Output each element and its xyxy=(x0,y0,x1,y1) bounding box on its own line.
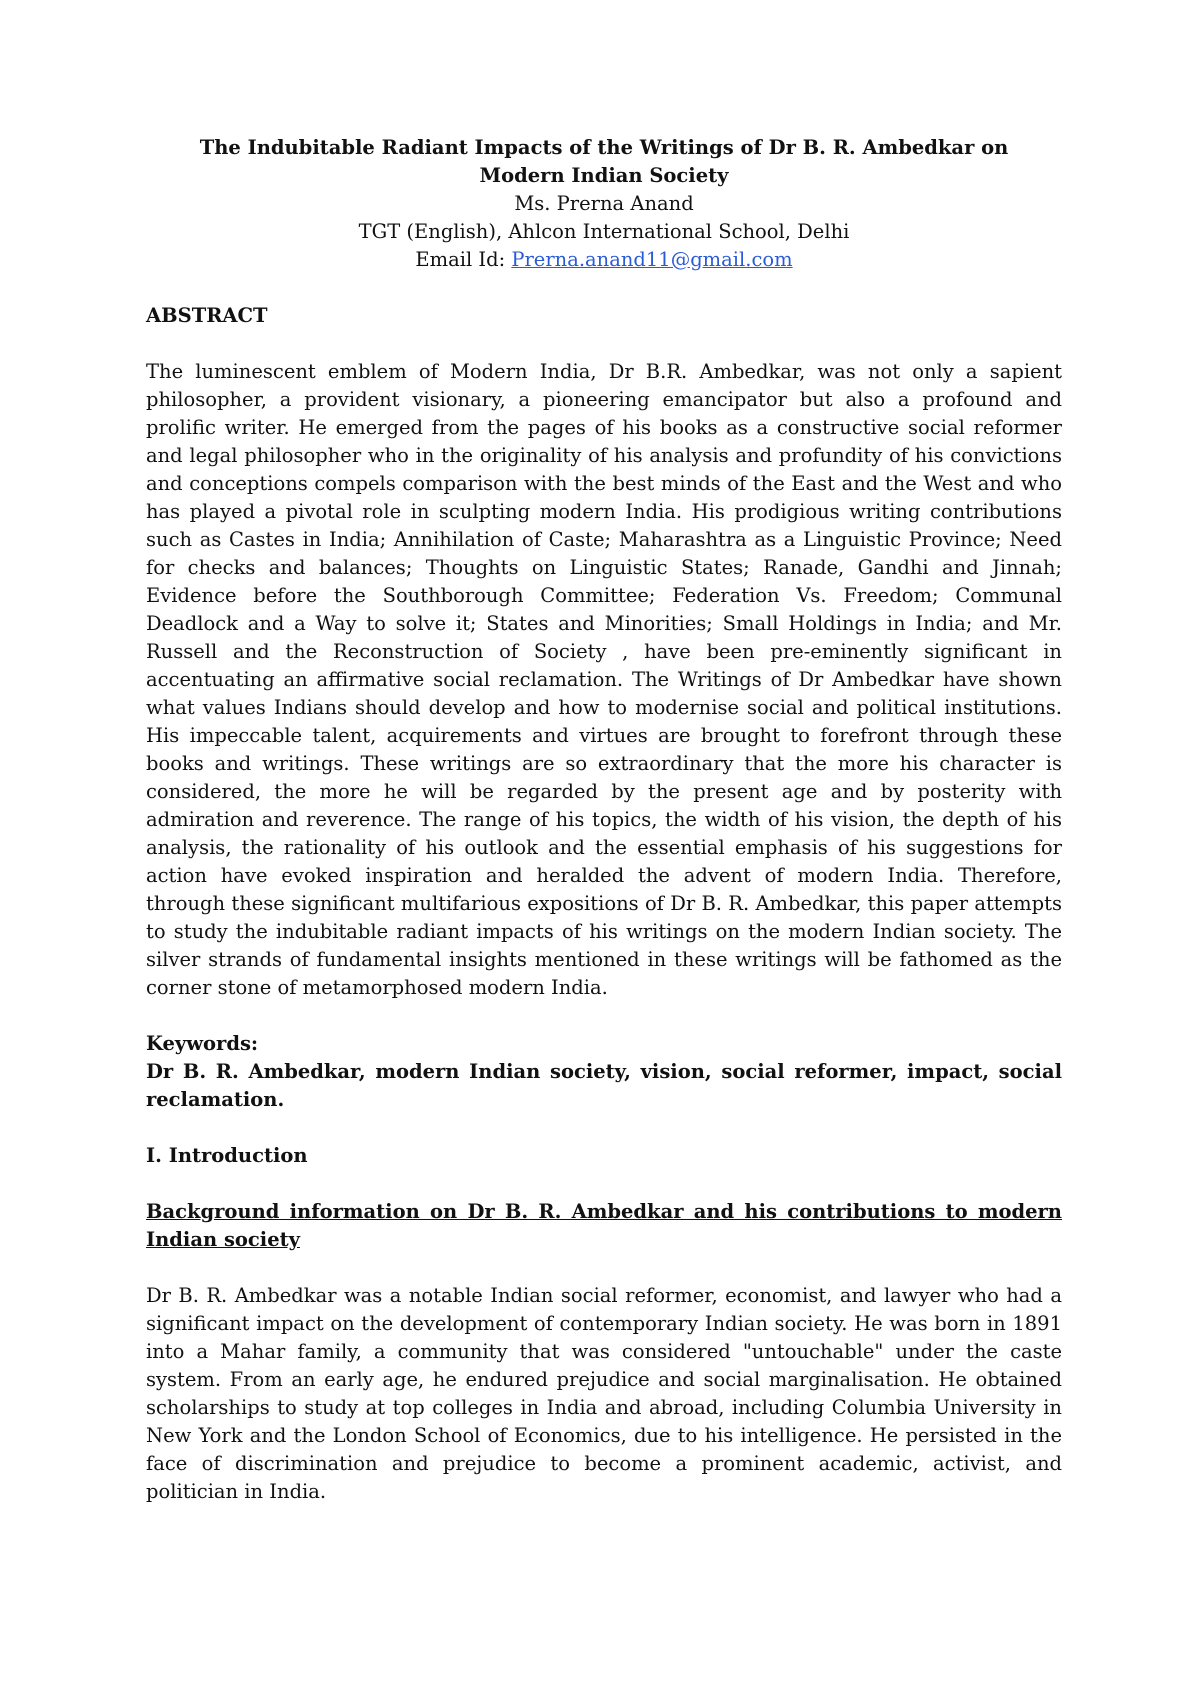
abstract-heading: ABSTRACT xyxy=(146,304,268,327)
author-name: Ms. Prerna Anand xyxy=(514,192,694,215)
spacer xyxy=(146,1002,1062,1030)
spacer xyxy=(146,1254,1062,1282)
spacer xyxy=(146,330,1062,358)
keywords-text: Dr B. R. Ambedkar, modern Indian society, vision, social reformer, impact, social reclamation. xyxy=(146,1060,1062,1111)
introduction-subheading: Background information on Dr B. R. Ambedkar and his contributions to modern Indian society xyxy=(146,1200,1062,1251)
spacer xyxy=(146,274,1062,302)
author-email-line xyxy=(146,246,1062,274)
author-affiliation: TGT (English), Ahlcon International School, Delhi xyxy=(358,220,850,243)
author-block xyxy=(146,190,1062,274)
spacer xyxy=(146,1114,1062,1142)
keywords-heading: Keywords: xyxy=(146,1032,259,1055)
introduction-body: Dr B. R. Ambedkar was a notable Indian social reformer, economist, and lawyer who had a significant impact on the development of contemporary Indian society. He was born in 1891 into a Mahar family, a community that was considered "untouchable" under the caste system. From an early age, he endured prejudice and social marginalisation. He obtained scholarships to study at top colleges in India and abroad, including Columbia University in New York and the London School of Economics, due to his intelligence. He persisted in the face of discrimination and prejudice to become a prominent academic, activist, and politician in India. xyxy=(146,1284,1062,1503)
abstract-body: The luminescent emblem of Modern India, Dr B.R. Ambedkar, was not only a sapient philosopher, a provident visionary, a pioneering emancipator but also a profound and prolific writer. He emerged from the pages of his books as a constructive social reformer and legal philosopher who in the originality of his analysis and profundity of his convictions and conceptions compels comparison with the best minds of the East and the West and who has played a pivotal role in sculpting modern India. His prodigious writing contributions such as Castes in India; Annihilation of Caste; Maharashtra as a Linguistic Province; Need for checks and balances; Thoughts on Linguistic States; Ranade, Gandhi and Jinnah; Evidence before the Southborough Committee; Federation Vs. Freedom; Communal Deadlock and a Way to solve it; States and Minorities; Small Holdings in India; and Mr. Russell and the Reconstruction of Society , have been pre-eminently significant in accentuating an affirmative social reclamation. The Writings of Dr Ambedkar have shown what values Indians should develop and how to modernise social and political institutions. His impeccable talent, acquirements and virtues are brought to forefront through these books and writings. These writings are so extraordinary that the more his character is considered, the more he will be regarded by the present age and by posterity with admiration and reverence. The range of his topics, the width of his vision, the depth of his analysis, the rationality of his outlook and the essential emphasis of his suggestions for action have evoked inspiration and heralded the advent of modern India. Therefore, through these significant multifarious expositions of Dr B. R. Ambedkar, this paper attempts to study the indubitable radiant impacts of his writings on the modern Indian society. The silver strands of fundamental insights mentioned in these writings will be fathomed as the corner stone of metamorphosed modern India. xyxy=(146,360,1062,999)
paper-title: The Indubitable Radiant Impacts of the Writings of Dr B. R. Ambedkar on Modern Indian Society xyxy=(199,136,1009,187)
email-label: Email Id: xyxy=(415,248,512,271)
introduction-heading: I. Introduction xyxy=(146,1144,308,1167)
email-link[interactable]: Prerna.anand11@gmail.com xyxy=(511,248,793,271)
paper-page xyxy=(146,134,1062,1506)
spacer xyxy=(146,1170,1062,1198)
